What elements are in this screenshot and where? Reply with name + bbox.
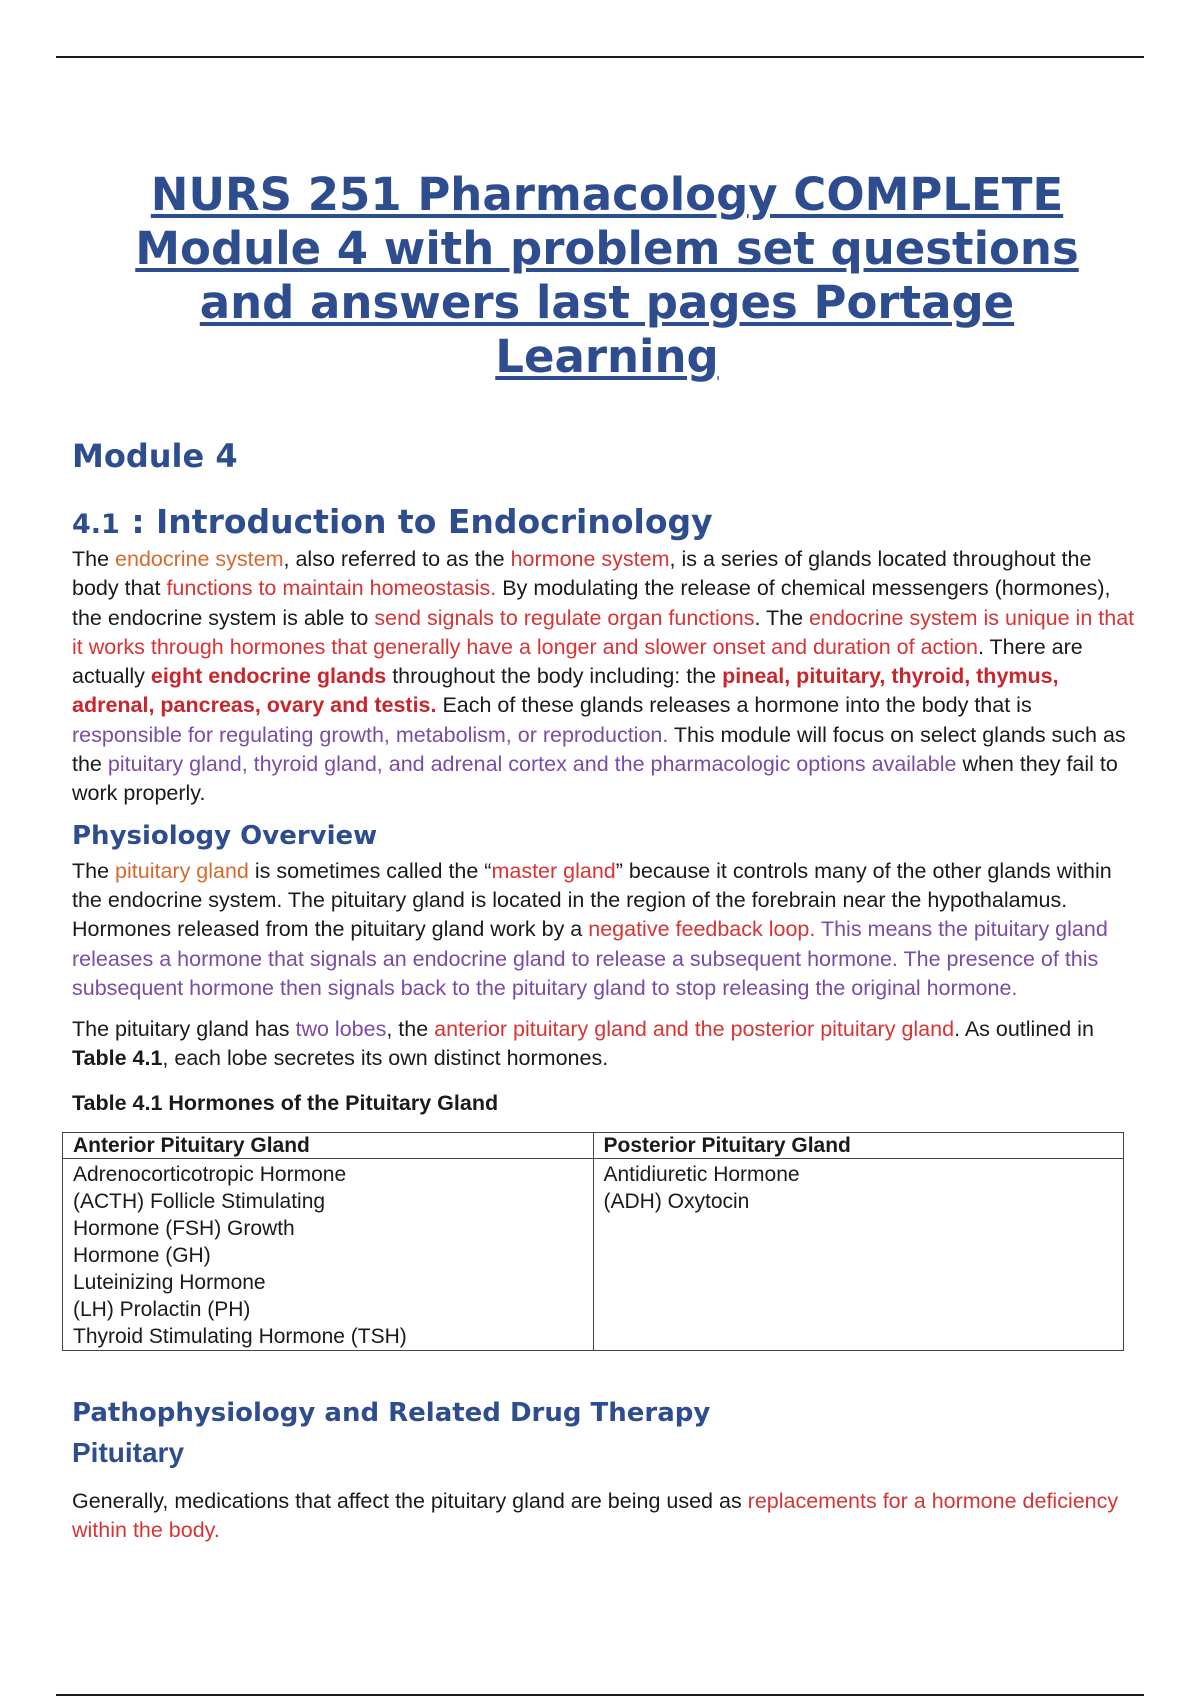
bold-highlight-text: pineal, pituitary, thyroid, thymus, adrenal, pancreas, ovary and testis. — [72, 664, 1059, 718]
top-rule — [56, 56, 1144, 58]
text-run: ” because it controls many of the other glands within the endocrine system. The pituitary gland is located in the region of the forebrain near the hypothalamus. Hormones released from the pituitary gland work by a — [72, 858, 1112, 942]
highlight-text: This means the pituitary gland releases a hormone that signals an endocrine gland to release a subsequent hormone. The presence of this subsequent hormone then signals back to the pituitary gland to stop releasing the original hormone. — [72, 917, 1108, 1000]
physiology-paragraph-1 — [72, 857, 1142, 1003]
text-run: , also referred to as the — [283, 547, 511, 571]
physiology-paragraph-2 — [72, 1015, 1142, 1074]
anterior-hormones-cell — [63, 1158, 594, 1350]
highlight-text: responsible for regulating growth, metabolism, or reproduction. — [72, 722, 669, 747]
list-item: Antidiuretic Hormone — [603, 1162, 800, 1186]
hormones-table — [62, 1132, 1124, 1351]
highlight-text: negative feedback loop. — [588, 917, 816, 942]
highlight-text: two lobes — [295, 1017, 387, 1042]
section-title: : Introduction to Endocrinology — [119, 502, 713, 541]
list-item: (ADH) Oxytocin — [603, 1189, 750, 1213]
text-run: . As outlined in — [954, 1017, 1094, 1042]
text-run: Each of these glands releases a hormone into the body that is — [436, 693, 1032, 718]
text-run: The — [72, 547, 116, 571]
list-item: Adrenocorticotropic Hormone — [73, 1162, 347, 1186]
pituitary-heading: Pituitary — [72, 1436, 185, 1468]
text-run: when they fail to work properly. — [72, 752, 1118, 806]
section-heading — [72, 502, 1142, 545]
highlight-text: pituitary gland — [115, 858, 249, 883]
table-caption: Table 4.1 Hormones of the Pituitary Gland — [72, 1090, 499, 1115]
title-line: NURS 251 Pharmacology COMPLETE — [150, 168, 1064, 221]
highlight-text: endocrine system is unique in that it works through hormones that generally have a longer and slower onset and duration of action — [72, 605, 1135, 659]
text-run: throughout the body including: the — [386, 664, 723, 689]
pathophysiology-heading: Pathophysiology and Related Drug Therapy — [72, 1397, 711, 1428]
list-item: Thyroid Stimulating Hormone (TSH) — [73, 1324, 407, 1348]
list-item: Luteinizing Hormone — [73, 1270, 266, 1294]
list-item: (LH) Prolactin (PH) — [73, 1297, 251, 1321]
text-run: , is a series of glands located throughout the body that — [72, 547, 1092, 601]
text-run: By modulating the release of chemical messengers (hormones), the endocrine system is able to — [72, 576, 1111, 630]
bold-highlight-text: eight endocrine glands — [150, 664, 387, 689]
text-run: is sometimes called the “ — [248, 858, 492, 883]
title-line: Module 4 with problem set questions — [135, 222, 1079, 275]
final-paragraph — [72, 1487, 1142, 1546]
list-item: (ACTH) Follicle Stimulating — [73, 1189, 326, 1213]
title-line: and answers last pages Portage — [199, 276, 1015, 329]
list-item: Hormone (GH) — [73, 1243, 211, 1267]
text-run: The pituitary gland has — [72, 1017, 296, 1042]
text-run: The — [72, 858, 116, 883]
section-number: 4.1 — [72, 509, 120, 540]
list-item: Hormone (FSH) Growth — [73, 1216, 295, 1240]
bottom-rule — [56, 1694, 1144, 1696]
highlight-text: send signals to regulate organ functions — [374, 605, 755, 630]
title-line: Learning — [495, 330, 719, 383]
table-header-anterior: Anterior Pituitary Gland — [63, 1132, 594, 1158]
highlight-text: functions to maintain homeostasis. — [166, 576, 497, 601]
table-row — [63, 1158, 1124, 1350]
text-run: , the — [386, 1017, 435, 1042]
highlight-text: endocrine system — [115, 547, 284, 571]
highlight-text: pituitary gland, thyroid gland, and adrenal cortex and the pharmacologic options available — [107, 752, 957, 777]
module-heading: Module 4 — [72, 437, 238, 475]
text-run: Generally, medications that affect the pituitary gland are being used as — [72, 1488, 748, 1513]
document-page — [72, 168, 1142, 1545]
physiology-heading: Physiology Overview — [72, 820, 378, 851]
table-header-row — [63, 1132, 1124, 1158]
intro-paragraph — [72, 545, 1142, 809]
table-reference: Table 4.1 — [72, 1046, 163, 1071]
highlight-text: replacements for a hormone deficiency within the body. — [72, 1488, 1119, 1543]
highlight-text: anterior pituitary gland and the posterior pituitary gland — [434, 1017, 955, 1042]
text-run: . The — [754, 605, 810, 630]
highlight-text: hormone system — [510, 547, 670, 571]
highlight-text: master gland — [491, 858, 616, 883]
text-run: This module will focus on select glands such as the — [72, 722, 1126, 777]
table-header-posterior: Posterior Pituitary Gland — [593, 1132, 1124, 1158]
text-run: . There are actually — [72, 634, 1083, 689]
text-run: , each lobe secretes its own distinct hormones. — [162, 1046, 609, 1071]
posterior-hormones-cell — [593, 1158, 1124, 1350]
document-title — [72, 168, 1142, 384]
